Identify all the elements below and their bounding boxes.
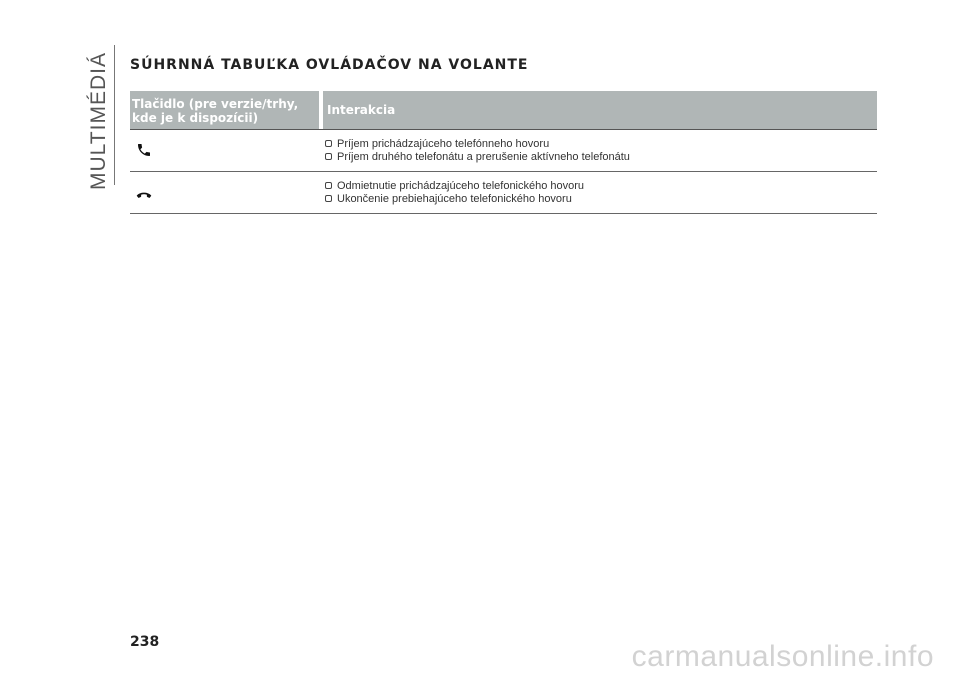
interaction-cell bbox=[323, 130, 877, 171]
list-item bbox=[325, 192, 877, 205]
checkbox-bullet-icon bbox=[325, 140, 332, 147]
table-row bbox=[130, 130, 877, 172]
table-header bbox=[130, 91, 877, 129]
item-text: Príjem druhého telefonátu a prerušenie aktívneho telefonátu bbox=[337, 150, 630, 163]
section-tab-rule bbox=[114, 45, 115, 185]
page-title: SÚHRNNÁ TABUĽKA OVLÁDAČOV NA VOLANTE bbox=[130, 57, 529, 73]
button-cell bbox=[130, 130, 323, 171]
button-cell bbox=[130, 172, 323, 213]
phone-hangup-icon bbox=[136, 190, 152, 202]
section-tab bbox=[84, 52, 114, 190]
interaction-cell bbox=[323, 172, 877, 213]
table-row bbox=[130, 172, 877, 214]
header-button-column: Tlačidlo (pre verzie/trhy, kde je k dispozícii) bbox=[132, 97, 299, 125]
item-text: Ukončenie prebiehajúceho telefonického hovoru bbox=[337, 192, 572, 205]
list-item bbox=[325, 137, 877, 150]
list-item bbox=[325, 179, 877, 192]
section-tab-label: MULTIMÉDIÁ bbox=[87, 52, 111, 190]
item-text: Odmietnutie prichádzajúceho telefonického hovoru bbox=[337, 179, 585, 192]
page-number: 238 bbox=[130, 634, 160, 650]
controls-table bbox=[130, 91, 877, 214]
checkbox-bullet-icon bbox=[325, 153, 332, 160]
header-interaction-column: Interakcia bbox=[327, 103, 396, 117]
watermark: carmanualsonline.info bbox=[631, 640, 934, 673]
list-item bbox=[325, 150, 877, 163]
phone-answer-icon bbox=[136, 142, 152, 158]
checkbox-bullet-icon bbox=[325, 182, 332, 189]
item-text: Príjem prichádzajúceho telefónneho hovoru bbox=[337, 137, 550, 150]
checkbox-bullet-icon bbox=[325, 195, 332, 202]
